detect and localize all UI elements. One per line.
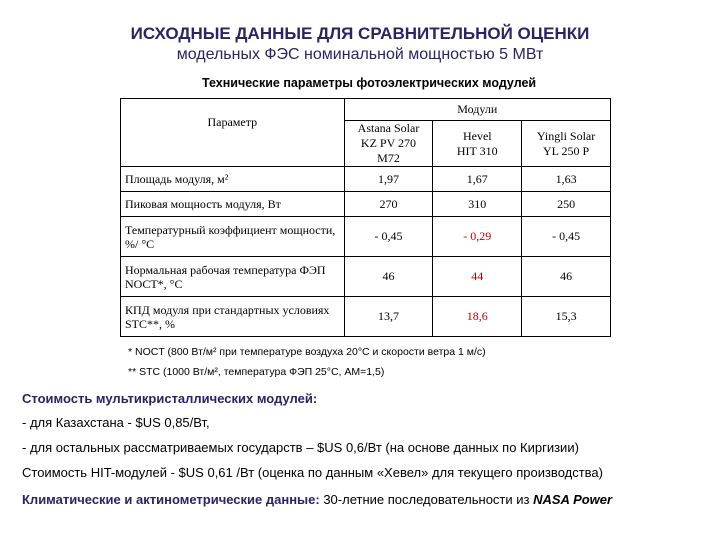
row-label: КПД модуля при стандартных условиях STC**, % xyxy=(121,297,345,337)
table-cell-highlight: - 0,29 xyxy=(433,217,522,257)
table-cell-highlight: 44 xyxy=(433,257,522,297)
table-row xyxy=(121,217,611,257)
table-cell: 13,7 xyxy=(344,297,433,337)
cost-heading: Стоимость мультикристаллических модулей: xyxy=(22,391,318,406)
row-label: Температурный коэффициент мощности, %/ °С xyxy=(121,217,345,257)
table-cell: 250 xyxy=(522,192,611,217)
row-label: Площадь модуля, м² xyxy=(121,167,345,192)
climate-text: 30-летние последовательности из xyxy=(319,492,534,507)
table-row xyxy=(121,297,611,337)
table-row xyxy=(121,192,611,217)
module-header: Astana Solar KZ PV 270 M72 xyxy=(344,121,433,167)
module-header: Hevel HIT 310 xyxy=(433,121,522,167)
table-cell: - 0,45 xyxy=(344,217,433,257)
parameters-table xyxy=(120,98,611,337)
page-subtitle: модельных ФЭС номинальной мощностью 5 МВт xyxy=(176,46,544,63)
climate-line xyxy=(22,492,612,507)
cost-hit: Стоимость HIT-модулей - $US 0,61 /Вт (оценка по данным «Хевел» для текущего производства) xyxy=(22,465,603,480)
table-cell: 46 xyxy=(522,257,611,297)
cost-kz: - для Казахстана - $US 0,85/Вт, xyxy=(22,415,210,430)
climate-label: Климатические и актинометрические данные: xyxy=(22,492,320,507)
table-cell-highlight: 18,6 xyxy=(433,297,522,337)
page-title: ИСХОДНЫЕ ДАННЫЕ ДЛЯ СРАВНИТЕЛЬНОЙ ОЦЕНКИ xyxy=(130,24,590,43)
climate-source: NASA Power xyxy=(533,492,613,507)
note-stc: ** STC (1000 Вт/м², температура ФЭП 25°С, AM=1,5) xyxy=(128,366,385,378)
table-cell: 46 xyxy=(344,257,433,297)
table-cell: 15,3 xyxy=(522,297,611,337)
table-cell: - 0,45 xyxy=(522,217,611,257)
table-cell: 1,63 xyxy=(522,167,611,192)
param-header: Параметр xyxy=(121,99,345,167)
row-label: Пиковая мощность модуля, Вт xyxy=(121,192,345,217)
modules-header: Модули xyxy=(344,99,610,121)
table-row xyxy=(121,257,611,297)
table-cell: 310 xyxy=(433,192,522,217)
table-cell: 1,67 xyxy=(433,167,522,192)
table-row xyxy=(121,167,611,192)
row-label: Нормальная рабочая температура ФЭП NOCT*, °С xyxy=(121,257,345,297)
table-cell: 270 xyxy=(344,192,433,217)
table-caption: Технические параметры фотоэлектрических модулей xyxy=(202,76,537,90)
table-cell: 1,97 xyxy=(344,167,433,192)
note-noct: * NOCT (800 Вт/м² при температуре воздуха 20°С и скорости ветра 1 м/с) xyxy=(128,346,486,358)
cost-others: - для остальных рассматриваемых государств – $US 0,6/Вт (на основе данных по Киргизии) xyxy=(22,440,579,455)
module-header: Yingli Solar YL 250 P xyxy=(522,121,611,167)
